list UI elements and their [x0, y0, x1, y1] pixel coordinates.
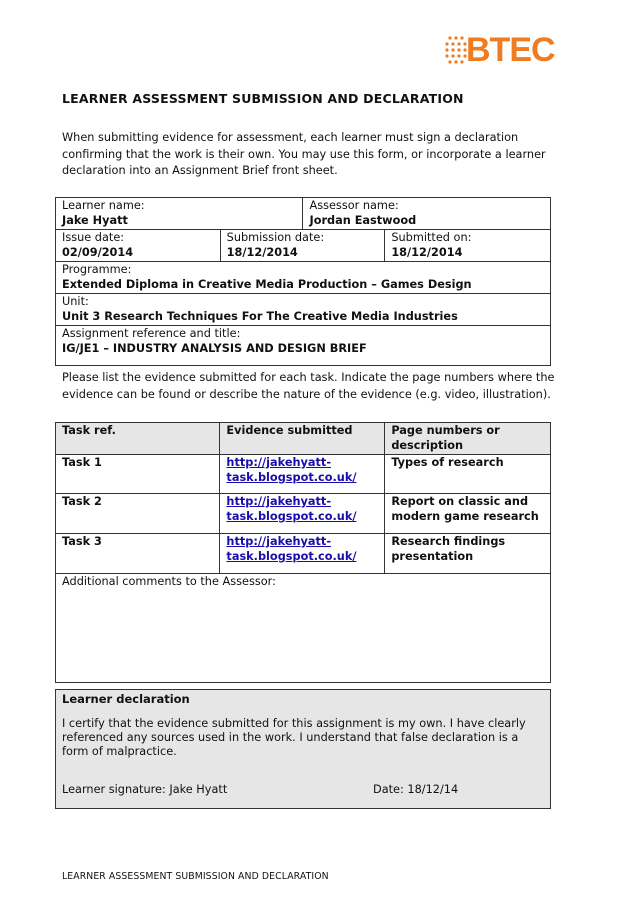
description-cell: Research findings presentation	[385, 534, 551, 574]
issue-date-value: 02/09/2014	[62, 245, 134, 259]
page-title: LEARNER ASSESSMENT SUBMISSION AND DECLARATION	[62, 91, 464, 106]
programme-value: Extended Diploma in Creative Media Production – Games Design	[62, 277, 472, 291]
description-cell: Types of research	[385, 455, 551, 494]
evidence-table	[55, 422, 551, 683]
programme-cell	[56, 262, 551, 294]
learner-declaration-box	[55, 689, 551, 809]
additional-comments-cell[interactable]: Additional comments to the Assessor:	[56, 574, 551, 683]
description-cell: Report on classic and modern game research	[385, 494, 551, 534]
evidence-cell	[220, 534, 385, 574]
header-task-ref: Task ref.	[56, 423, 220, 455]
unit-cell	[56, 294, 551, 326]
table-row	[56, 534, 551, 574]
submission-date-value: 18/12/2014	[226, 245, 298, 259]
assignment-label: Assignment reference and title:	[62, 327, 241, 340]
submission-date-cell	[220, 230, 385, 262]
submitted-on-value: 18/12/2014	[391, 245, 463, 259]
header-page-numbers: Page numbers or description	[385, 423, 551, 455]
issue-date-cell	[56, 230, 221, 262]
assignment-cell	[56, 326, 551, 366]
declaration-title: Learner declaration	[62, 692, 190, 706]
task-ref-cell: Task 3	[56, 534, 220, 574]
learner-name-cell	[56, 198, 303, 230]
evidence-instructions: Please list the evidence submitted for each task. Indicate the page numbers where the evidence can be found or describe the nature of the evidence (e.g. video, illustration).	[62, 371, 555, 401]
intro-paragraph: When submitting evidence for assessment, each learner must sign a declaration confirming that the work is their own. You may use this form, or incorporate a learner declaration into an Assignment Brief front sheet.	[62, 131, 546, 177]
declaration-text: I certify that the evidence submitted for this assignment is my own. I have clearly referenced any sources used in the work. I understand that false declaration is a form of malpractice.	[62, 717, 526, 758]
header-evidence: Evidence submitted	[220, 423, 385, 455]
btec-logo: BTEC	[466, 31, 555, 69]
assessor-name-label: Assessor name:	[309, 199, 399, 212]
submitted-on-cell	[385, 230, 551, 262]
evidence-link[interactable]: http://jakehyatt- task.blogspot.co.uk/	[226, 535, 357, 563]
evidence-link[interactable]: http://jakehyatt- task.blogspot.co.uk/	[226, 495, 357, 523]
learner-signature: Learner signature: Jake Hyatt	[62, 783, 228, 796]
task-ref-cell: Task 2	[56, 494, 220, 534]
issue-date-label: Issue date:	[62, 231, 125, 244]
task-ref-cell: Task 1	[56, 455, 220, 494]
table-row	[56, 494, 551, 534]
assignment-value: IG/JE1 – INDUSTRY ANALYSIS AND DESIGN BRIEF	[62, 341, 367, 355]
assessor-name-cell	[303, 198, 551, 230]
evidence-link[interactable]: http://jakehyatt- task.blogspot.co.uk/	[226, 456, 357, 484]
declaration-date: Date: 18/12/14	[373, 783, 459, 796]
learner-name-label: Learner name:	[62, 199, 145, 212]
submitted-on-label: Submitted on:	[391, 231, 472, 244]
unit-value: Unit 3 Research Techniques For The Creative Media Industries	[62, 309, 458, 323]
table-row	[56, 455, 551, 494]
submission-date-label: Submission date:	[226, 231, 325, 244]
evidence-cell	[220, 455, 385, 494]
learner-info-table	[55, 197, 551, 366]
evidence-cell	[220, 494, 385, 534]
programme-label: Programme:	[62, 263, 132, 276]
assessor-name-value: Jordan Eastwood	[309, 213, 417, 227]
learner-name-value: Jake Hyatt	[62, 213, 128, 227]
unit-label: Unit:	[62, 295, 89, 308]
page-footer: LEARNER ASSESSMENT SUBMISSION AND DECLARATION	[62, 871, 329, 882]
